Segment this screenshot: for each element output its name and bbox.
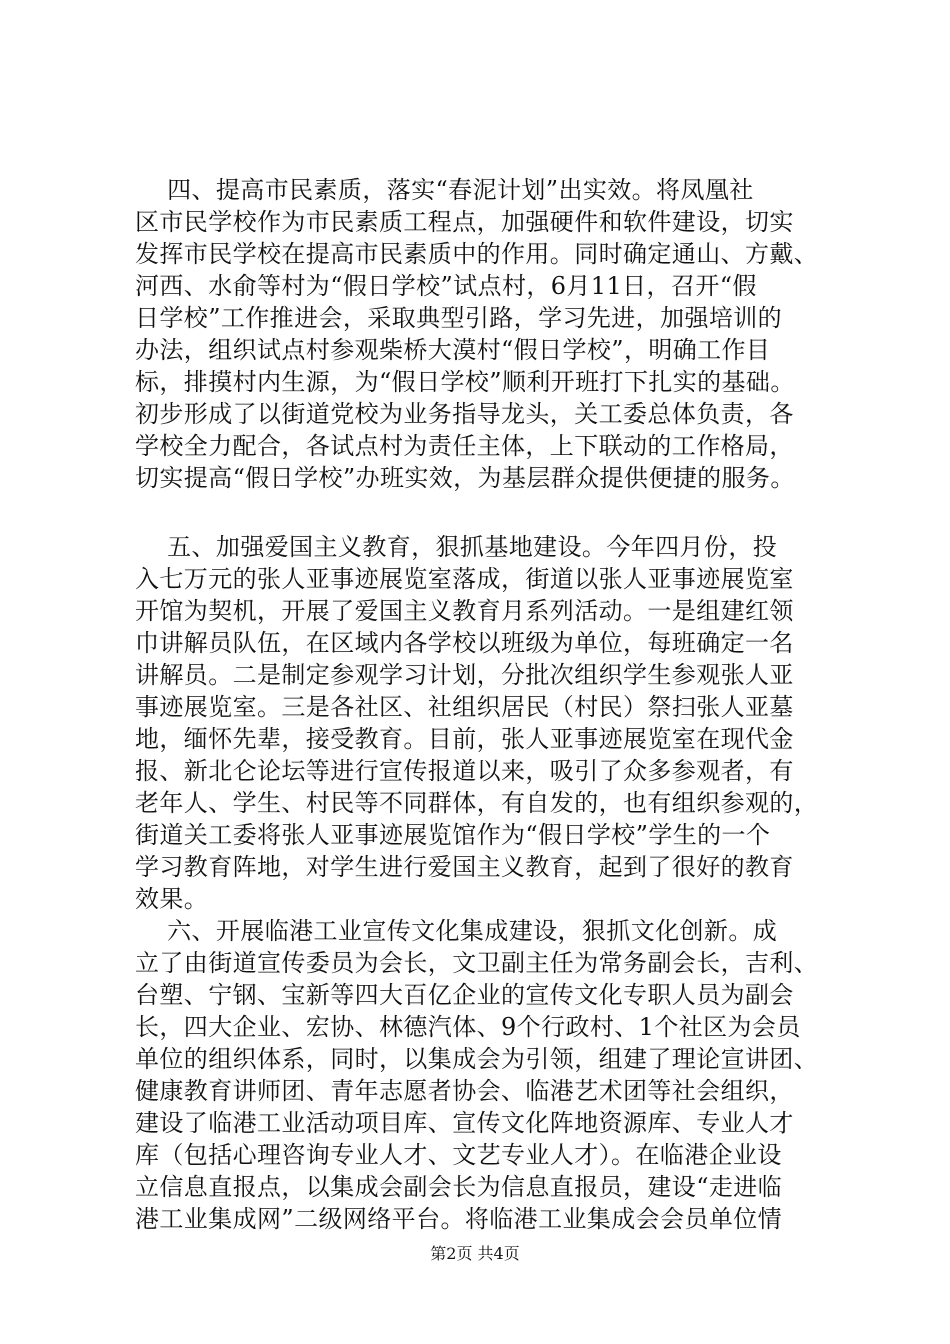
page-footer: 第2页 共4页 — [430, 1244, 520, 1263]
text-line: 建设了临港工业活动项目库、宣传文化阵地资源库、专业人才 — [135, 1109, 794, 1137]
paragraph-4 — [135, 174, 835, 494]
text-line: 四、提高市民素质，落实“春泥计划”出实效。将凤凰社 — [135, 176, 754, 204]
text-line: 学校全力配合，各试点村为责任主体，上下联动的工作格局， — [135, 432, 794, 460]
text-line: 健康教育讲师团、青年志愿者协会、临港艺术团等社会组织， — [135, 1077, 794, 1105]
text-line: 台塑、宁钢、宝新等四大百亿企业的宣传文化专职人员为副会 — [135, 981, 794, 1009]
text-line: 立信息直报点，以集成会副会长为信息直报员，建设“走进临 — [135, 1173, 783, 1201]
text-line: 长，四大企业、宏协、林德汽体、9个行政村、1个社区为会员 — [135, 1013, 801, 1041]
text-line: 老年人、学生、村民等不同群体，有自发的，也有组织参观的， — [135, 789, 819, 817]
text-line: 报、新北仑论坛等进行宣传报道以来，吸引了众多参观者，有 — [135, 757, 794, 785]
document-body — [135, 174, 835, 1235]
text-line: 事迹展览室。三是各社区、社组织居民（村民）祭扫张人亚墓 — [135, 693, 794, 721]
text-line: 街道关工委将张人亚事迹展览馆作为“假日学校”学生的一个 — [135, 821, 771, 849]
text-line: 学习教育阵地，对学生进行爱国主义教育，起到了很好的教育 — [135, 853, 794, 881]
text-line: 标，排摸村内生源，为“假日学校”顺利开班打下扎实的基础。 — [135, 368, 795, 396]
text-line: 讲解员。二是制定参观学习计划，分批次组织学生参观张人亚 — [135, 661, 794, 689]
paragraph-5 — [135, 531, 835, 915]
text-line: 发挥市民学校在提高市民素质中的作用。同时确定通山、方戴、 — [135, 240, 819, 268]
text-line: 五、加强爱国主义教育，狠抓基地建设。今年四月份，投 — [135, 533, 778, 561]
text-line: 切实提高“假日学校”办班实效，为基层群众提供便捷的服务。 — [135, 464, 795, 492]
text-line: 办法，组织试点村参观柴桥大漠村“假日学校”，明确工作目 — [135, 336, 771, 364]
paragraph-gap — [135, 494, 835, 531]
paragraph-6 — [135, 915, 835, 1235]
text-line: 开馆为契机，开展了爱国主义教育月系列活动。一是组建红领 — [135, 597, 794, 625]
text-line: 地，缅怀先辈，接受教育。目前，张人亚事迹展览室在现代金 — [135, 725, 794, 753]
text-line: 河西、水俞等村为“假日学校”试点村，6月11日，召开“假 — [135, 272, 757, 300]
text-line: 巾讲解员队伍，在区域内各学校以班级为单位，每班确定一名 — [135, 629, 794, 657]
text-line: 入七万元的张人亚事迹展览室落成，街道以张人亚事迹展览室 — [135, 565, 794, 593]
text-line: 港工业集成网”二级网络平台。将临港工业集成会会员单位情 — [135, 1205, 783, 1233]
text-line: 日学校”工作推进会，采取典型引路，学习先进，加强培训的 — [135, 304, 783, 332]
text-line: 库（包括心理咨询专业人才、文艺专业人才）。在临港企业设 — [135, 1141, 782, 1169]
text-line: 初步形成了以街道党校为业务指导龙头，关工委总体负责，各 — [135, 400, 794, 428]
text-line: 立了由街道宣传委员为会长，文卫副主任为常务副会长，吉利、 — [135, 949, 819, 977]
text-line: 单位的组织体系，同时，以集成会为引领，组建了理论宣讲团、 — [135, 1045, 819, 1073]
text-line: 效果。 — [135, 885, 209, 913]
text-line: 六、开展临港工业宣传文化集成建设，狠抓文化创新。成 — [135, 917, 778, 945]
text-line: 区市民学校作为市民素质工程点，加强硬件和软件建设，切实 — [135, 208, 794, 236]
